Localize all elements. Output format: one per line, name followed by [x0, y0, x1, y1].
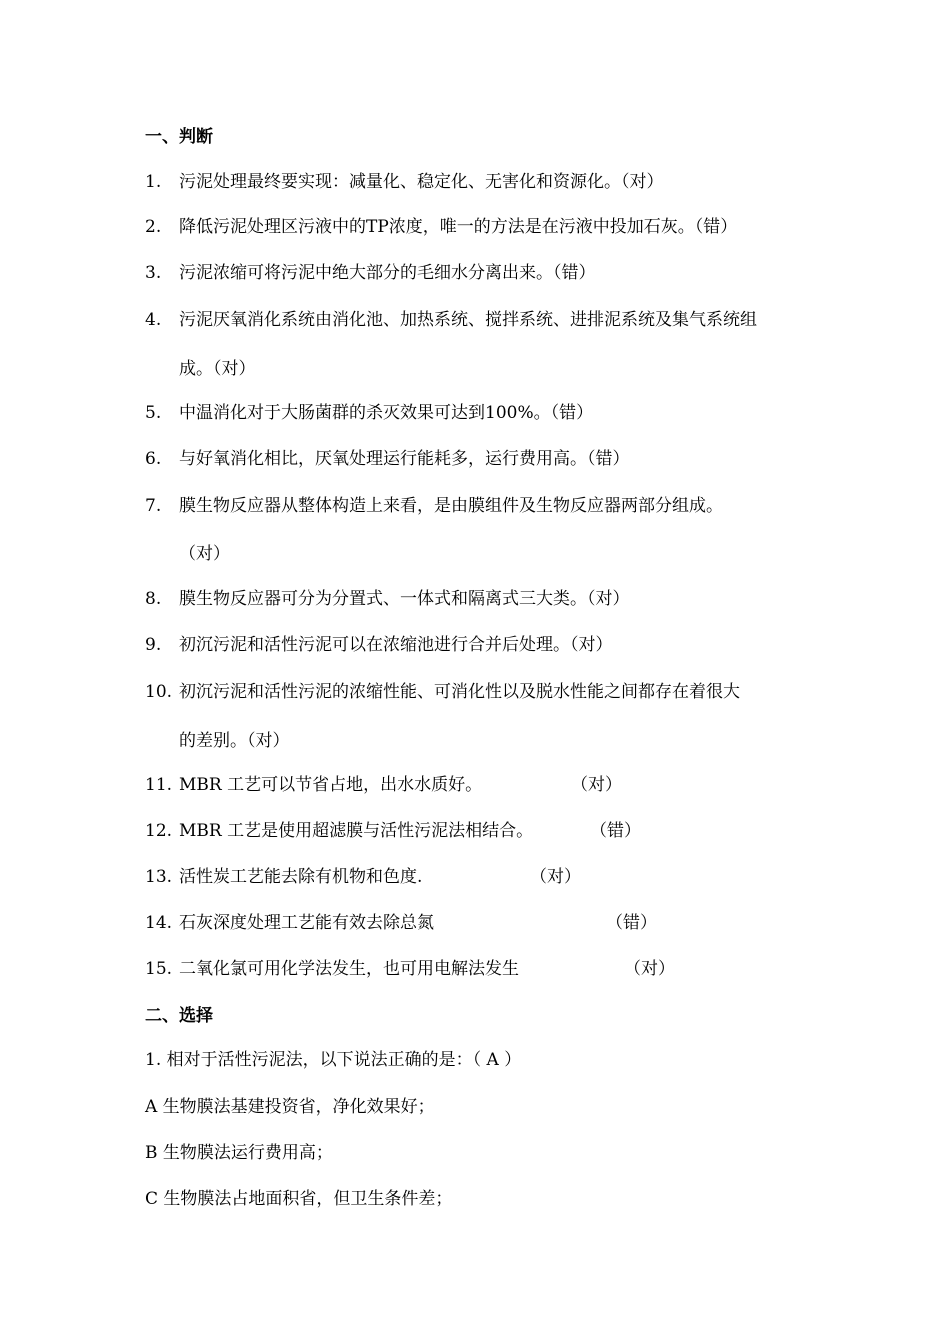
judgment-item [145, 957, 519, 981]
item-text: 活性炭工艺能去除有机物和色度. [179, 867, 423, 887]
judgment-item [145, 773, 482, 797]
judgment-item [145, 170, 664, 194]
item-number: 14. [145, 913, 173, 933]
judgment-item [145, 401, 593, 425]
item-number: 15. [145, 959, 173, 979]
item-number: 7. [145, 496, 162, 516]
item-number: 8. [145, 589, 162, 609]
judgment-item [145, 819, 533, 843]
item-text: 降低污泥处理区污液中的TP浓度，唯一的方法是在污液中投加石灰。（错） [179, 217, 738, 237]
item-text: MBR 工艺可以节省占地，出水水质好。 [179, 775, 483, 795]
choice-option-c: C 生物膜法占地面积省，但卫生条件差； [145, 1189, 453, 1209]
item-number: 4. [145, 310, 162, 330]
judgment-item [145, 494, 723, 518]
item-answer: （错） [590, 821, 641, 841]
judgment-item [145, 308, 757, 332]
choice-option-b: B 生物膜法运行费用高； [145, 1143, 333, 1163]
item-answer: （对） [624, 959, 675, 979]
judgment-item [145, 680, 740, 704]
judgment-item [145, 911, 434, 935]
item-text: 二氧化氯可用化学法发生，也可用电解法发生 [179, 959, 519, 979]
judgment-item [145, 865, 422, 889]
judgment-item [145, 587, 630, 611]
judgment-item [145, 633, 613, 657]
item-number: 10. [145, 682, 173, 702]
item-text: MBR 工艺是使用超滤膜与活性污泥法相结合。 [179, 821, 534, 841]
judgment-item [145, 447, 630, 471]
section-heading-choice: 二、选择 [145, 1006, 213, 1026]
choice-option-a: A 生物膜法基建投资省，净化效果好； [145, 1097, 435, 1117]
judgment-item [145, 215, 737, 239]
item-text: 污泥浓缩可将污泥中绝大部分的毛细水分离出来。（错） [179, 263, 596, 283]
item-text: 中温消化对于大肠菌群的杀灭效果可达到100%。（错） [179, 403, 594, 423]
item-number: 11. [145, 775, 173, 795]
item-number: 9. [145, 635, 162, 655]
item-number: 5. [145, 403, 162, 423]
item-number: 2. [145, 217, 162, 237]
item-number: 13. [145, 867, 173, 887]
item-answer: （对） [571, 775, 622, 795]
item-text: 与好氧消化相比，厌氧处理运行能耗多，运行费用高。（错） [179, 449, 630, 469]
item-number: 3. [145, 263, 162, 283]
item-continuation: 的差别。（对） [179, 731, 290, 751]
item-number: 6. [145, 449, 162, 469]
item-text: 石灰深度处理工艺能有效去除总氮 [179, 913, 434, 933]
item-text: 初沉污泥和活性污泥可以在浓缩池进行合并后处理。（对） [179, 635, 613, 655]
item-answer: （错） [606, 913, 657, 933]
item-number: 12. [145, 821, 173, 841]
item-text: 初沉污泥和活性污泥的浓缩性能、可消化性以及脱水性能之间都存在着很大 [179, 682, 740, 702]
item-number: 1. [145, 172, 162, 192]
judgment-item [145, 261, 596, 285]
section-heading-judgment: 一、判断 [145, 127, 213, 147]
item-text: 污泥厌氧消化系统由消化池、加热系统、搅拌系统、进排泥系统及集气系统组 [179, 310, 757, 330]
item-text: 膜生物反应器可分为分置式、一体式和隔离式三大类。（对） [179, 589, 630, 609]
item-continuation: 成。（对） [179, 359, 256, 379]
item-text: 污泥处理最终要实现：减量化、稳定化、无害化和资源化。（对） [179, 172, 664, 192]
choice-question: 1. 相对于活性污泥法，以下说法正确的是：（ A ） [145, 1050, 522, 1070]
item-continuation: （对） [179, 544, 230, 564]
item-text: 膜生物反应器从整体构造上来看，是由膜组件及生物反应器两部分组成。 [179, 496, 723, 516]
item-answer: （对） [530, 867, 581, 887]
